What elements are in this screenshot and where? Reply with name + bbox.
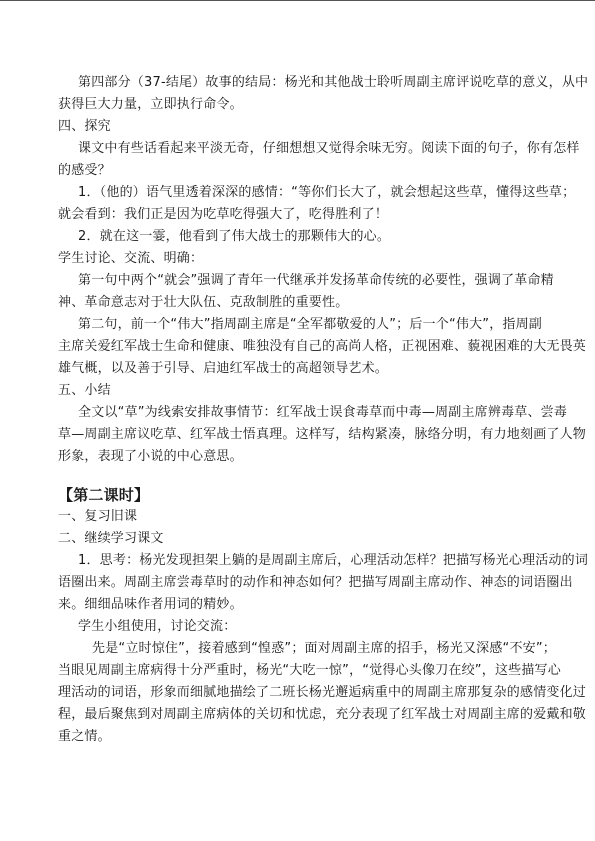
paragraph-line: 1．思考：杨光发现担架上躺的是周副主席后，心理活动怎样？把描写杨光心理活动的词 <box>78 553 589 568</box>
paragraph-line: 程，最后聚焦到对周副主席病体的关切和忧虑，充分表现了红军战士对周副主席的爱戴和敬 <box>58 707 587 722</box>
section-heading: 四、探究 <box>58 119 111 134</box>
quoted-sentence-line: 就会看到：我们正是因为吃草吃得强大了，吃得胜利了！ <box>58 207 389 222</box>
section-heading: 五、小结 <box>58 383 111 398</box>
quoted-sentence-line: 2．就在这一霎，他看到了伟大战士的那颗伟大的心。 <box>78 229 391 244</box>
paragraph-line: 课文中有些话看起来平淡无奇，仔细想想又觉得余味无穷。阅读下面的句子，你有怎样 <box>78 141 580 156</box>
paragraph-line: 语圈出来。周副主席尝毒草时的动作和神态如何？把描写周副主席动作、神态的词语圈出 <box>58 575 573 590</box>
paragraph-line: 形象，表现了小说的中心意思。 <box>58 449 243 464</box>
paragraph-line: 第二句，前一个“伟大”指周副主席是“全军都敬爱的人”；后一个“伟大”，指周副 <box>78 317 543 332</box>
paragraph-line: 学生小组使用，讨论交流： <box>78 619 237 634</box>
paragraph-line: 雄气概，以及善于引导、启迪红军战士的高超领导艺术。 <box>58 361 389 376</box>
paragraph-line: 的感受？ <box>58 163 111 178</box>
section-heading: 二、继续学习课文 <box>58 531 164 546</box>
paragraph-line: 草—周副主席议吃草、红军战士悟真理。这样写，结构紧凑，脉络分明，有力地刻画了人物 <box>58 427 587 442</box>
paragraph-line: 当眼见周副主席病得十分严重时，杨光“大吃一惊”，“觉得心头像刀在绞”，这些描写心 <box>58 663 561 678</box>
paragraph-line: 全文以“草”为线索安排故事情节：红军战士误食毒草而中毒—周副主席辨毒草、尝毒 <box>78 405 568 420</box>
paragraph-line: 第一句中两个“就会”强调了青年一代继承并发扬革命传统的必要性，强调了革命精 <box>78 273 554 288</box>
quoted-sentence-line: 1．（他的）语气里透着深深的感情：“等你们长大了，就会想起这些草，懂得这些草； <box>78 185 576 200</box>
document-body <box>0 72 595 744</box>
paragraph-line: 获得巨大力量，立即执行命令。 <box>58 97 243 112</box>
top-border-line <box>0 0 595 1</box>
paragraph-line: 学生讨论、交流、明确： <box>58 251 204 266</box>
section-heading: 一、复习旧课 <box>58 509 138 524</box>
lesson-title: 【第二课时】 <box>58 486 150 504</box>
paragraph-line: 来。细细品味作者用词的精妙。 <box>58 597 243 612</box>
paragraph-line: 重之情。 <box>58 729 111 744</box>
paragraph-line: 主席关爱红军战士生命和健康、唯独没有自己的高尚人格，正视困难、藐视困难的大无畏英 <box>58 339 587 354</box>
paragraph-line: 第四部分（37-结尾）故事的结局：杨光和其他战士聆听周副主席评说吃草的意义，从中 <box>78 75 589 90</box>
paragraph-line: 神、革命意志对于壮大队伍、克敌制胜的重要性。 <box>58 295 349 310</box>
paragraph-line: 理活动的词语，形象而细腻地描绘了二班长杨光邂逅病重中的周副主席那复杂的感情变化过 <box>58 685 587 700</box>
paragraph-line: 先是“立时惊住”，接着感到“惶惑”；面对周副主席的招手，杨光又深感“不安”； <box>92 641 557 656</box>
